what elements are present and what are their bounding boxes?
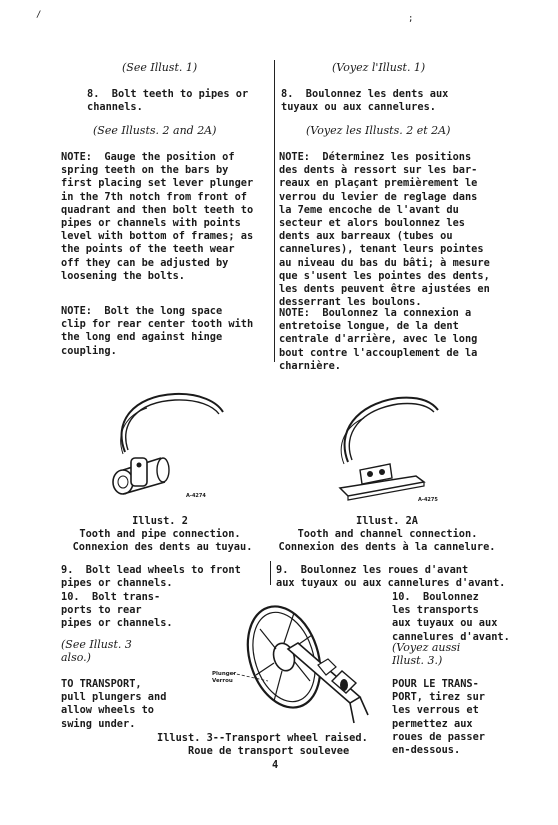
lower-divider	[270, 561, 271, 585]
illust-2-code: A-4274	[186, 493, 206, 499]
illust-2a-title: Illust. 2A	[356, 515, 418, 527]
see-illusts-2: (See Illusts. 2 and 2A)	[93, 124, 217, 137]
voyez-illusts-2: (Voyez les Illusts. 2 et 2A)	[306, 124, 451, 137]
step-8-fr: 8. Boulonnez les dents aux tuyaux ou aux cannelures.	[281, 88, 449, 114]
voyez-illust-3: (Voyez aussi Illust. 3.)	[392, 641, 461, 668]
voyez-illust-1: (Voyez l'Illust. 1)	[332, 61, 426, 74]
transport-instructions-fr: POUR LE TRANS- PORT, tirez sur les verrous et permettez aux roues de passer en-dessous.	[392, 678, 485, 757]
note-space-clip-en: NOTE: Bolt the long space clip for rear center tooth with the long end against hinge coupling.	[61, 305, 254, 357]
see-illust-3: (See Illust. 3 also.)	[61, 638, 132, 665]
margin-mark-left: /	[36, 10, 42, 20]
illust-2-caption-en: Tooth and pipe connection.	[79, 528, 241, 540]
step-8-en: 8. Bolt teeth to pipes or channels.	[87, 88, 249, 114]
see-illust-1: (See Illust. 1)	[122, 61, 198, 74]
plunger-label: Plunger Verrou	[212, 671, 237, 684]
step-10-fr: 10. Boulonnez les transports aux tuyaux ou aux cannelures d'avant.	[392, 591, 510, 643]
note-space-clip-fr: NOTE: Boulonnez la connexion a entretoise longue, de la dent centrale d'arrière, avec le long bout contre l'accouplement de la charnière.	[279, 307, 478, 372]
margin-mark-right: ;	[408, 14, 414, 24]
step-10-en: 10. Bolt trans- ports to rear pipes or channels.	[61, 591, 173, 630]
illust-3-drawing	[232, 585, 382, 735]
note-gauge-fr: NOTE: Déterminez les positions des dents à ressort sur les bar- reaux en plaçant premièrement le verrou du levier de reglage dans la 7eme encoche de l'avant du secteur et alors boulonnez les dents aux barreaux (tubes ou cannelures), tenant leurs pointes au niveau du bas du bâti; à mesure que s'usent les pointes des dents, les dents peuvent être ajustées en desserrant les boulons.	[279, 151, 490, 309]
note-gauge-en: NOTE: Gauge the position of spring teeth on the bars by first placing set lever plunger in the 7th notch from front of quadrant and then bolt teeth to pipes or channels with points level with bottom of frames; as the points of the teeth wear off they can be adjusted by loosening the bolts.	[61, 151, 254, 282]
illust-2a-code: A-4275	[418, 497, 438, 503]
column-divider	[274, 60, 275, 362]
illust-2a-caption-en: Tooth and channel connection.	[297, 528, 478, 540]
page-number: 4	[272, 759, 279, 771]
illust-2-drawing	[95, 390, 225, 505]
illust-2a-drawing	[320, 392, 440, 502]
step-9-fr: 9. Boulonnez les roues d'avant aux tuyaux ou aux cannelures d'avant.	[276, 564, 506, 590]
illust-2-caption-fr: Connexion des dents au tuyau.	[72, 541, 253, 553]
illust-2a-caption-fr: Connexion des dents à la cannelure.	[278, 541, 496, 553]
illust-3-caption-fr: Roue de transport soulevee	[188, 745, 350, 757]
illust-2-title: Illust. 2	[132, 515, 188, 527]
illust-3-caption-en: Illust. 3--Transport wheel raised.	[157, 732, 368, 744]
transport-instructions-en: TO TRANSPORT, pull plungers and allow wheels to swing under.	[61, 678, 167, 730]
step-9-en: 9. Bolt lead wheels to front pipes or channels.	[61, 564, 241, 590]
